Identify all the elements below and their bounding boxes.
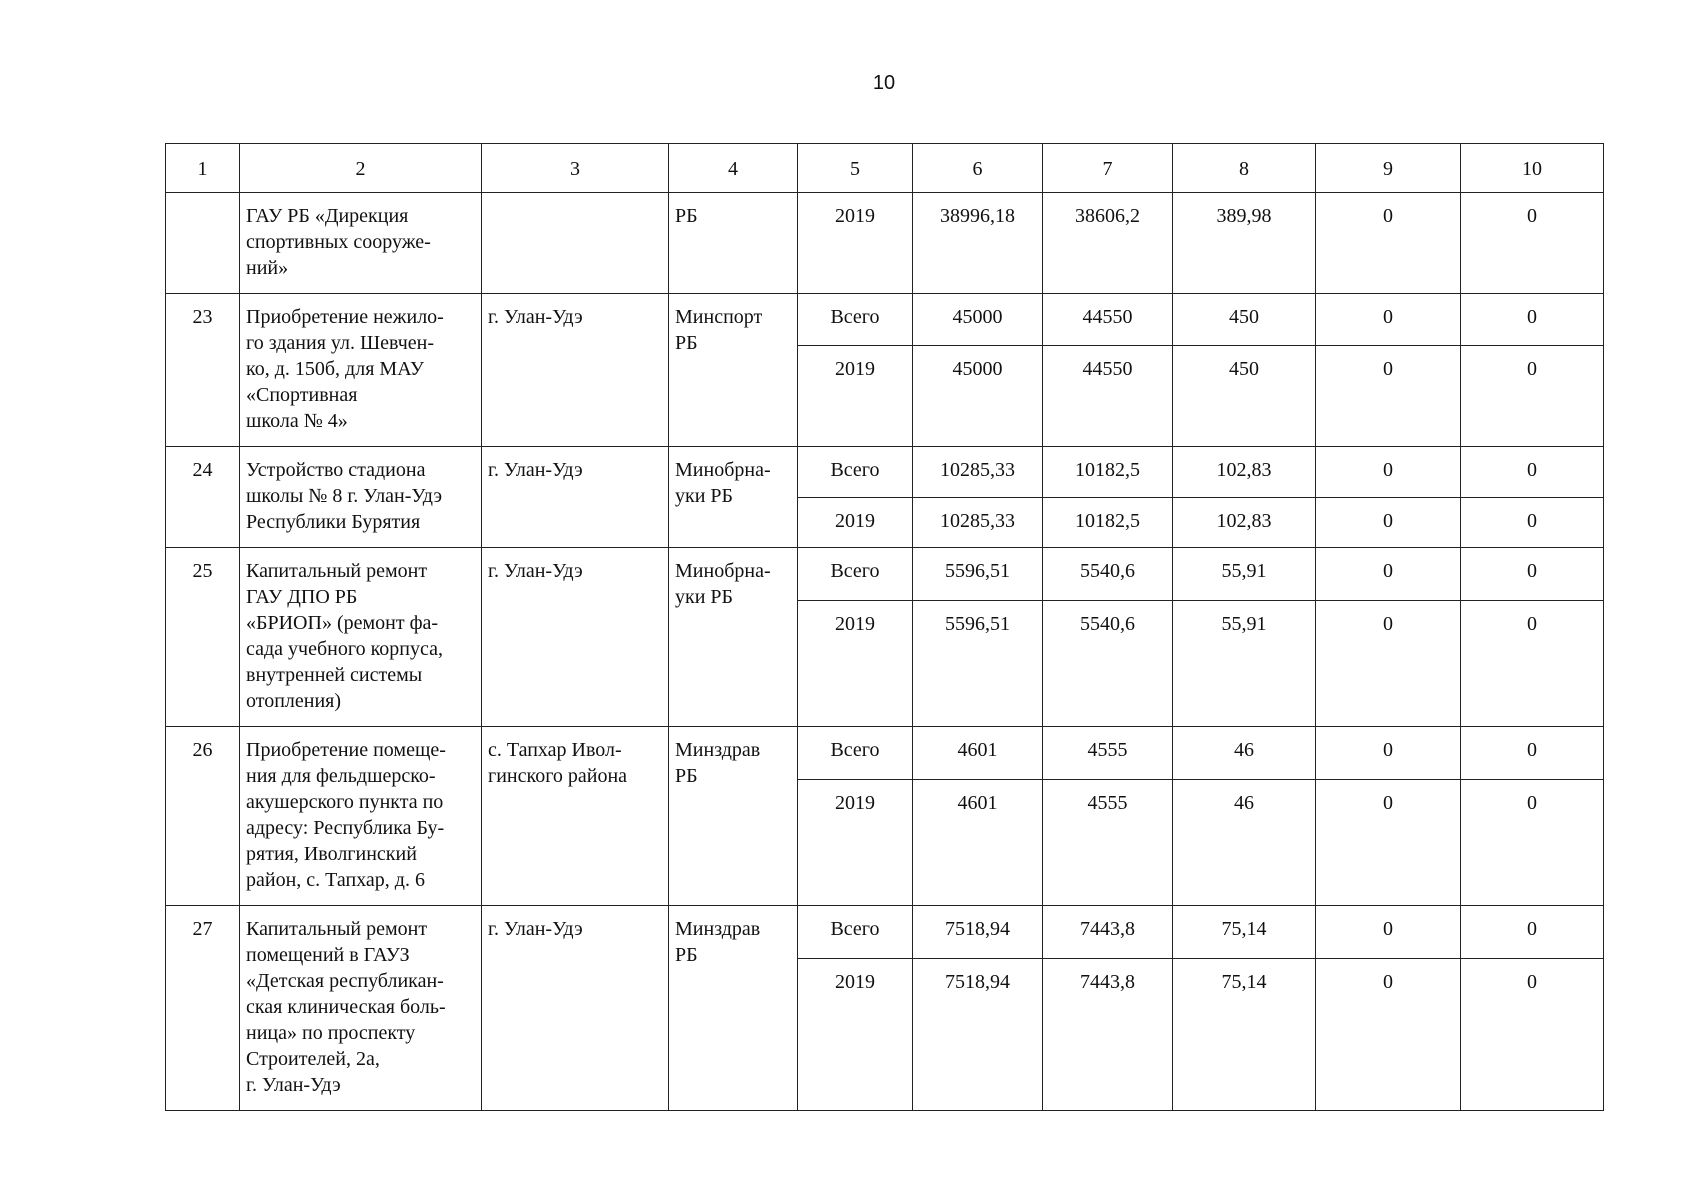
table-row bbox=[166, 447, 1604, 498]
value-cell: 75,14 bbox=[1173, 958, 1316, 1110]
value-cell: 0 bbox=[1461, 548, 1604, 601]
column-number: 9 bbox=[1316, 144, 1461, 193]
value-cell: 10285,33 bbox=[913, 497, 1043, 548]
period-cell: Всего bbox=[798, 294, 913, 346]
value-cell: 0 bbox=[1461, 906, 1604, 959]
value-cell: 44550 bbox=[1043, 346, 1173, 447]
period-cell: Всего bbox=[798, 906, 913, 959]
table-row bbox=[166, 548, 1604, 601]
object-location: г. Улан-Удэ bbox=[482, 906, 669, 1111]
period-cell: 2019 bbox=[798, 600, 913, 726]
object-location: с. Тапхар Ивол- гинского района bbox=[482, 727, 669, 906]
table-row bbox=[166, 727, 1604, 780]
value-cell: 4601 bbox=[913, 727, 1043, 780]
period-cell: 2019 bbox=[798, 193, 913, 294]
column-number: 6 bbox=[913, 144, 1043, 193]
value-cell: 75,14 bbox=[1173, 906, 1316, 959]
row-number: 25 bbox=[166, 548, 240, 727]
column-number: 8 bbox=[1173, 144, 1316, 193]
period-cell: 2019 bbox=[798, 958, 913, 1110]
value-cell: 0 bbox=[1316, 958, 1461, 1110]
object-name: Капитальный ремонт ГАУ ДПО РБ «БРИОП» (ремонт фа- сада учебного корпуса, внутренней системы отопления) bbox=[240, 548, 482, 727]
value-cell: 38996,18 bbox=[913, 193, 1043, 294]
period-cell: Всего bbox=[798, 548, 913, 601]
responsible-agency: Минздрав РБ bbox=[669, 727, 798, 906]
value-cell: 102,83 bbox=[1173, 497, 1316, 548]
period-cell: 2019 bbox=[798, 779, 913, 905]
value-cell: 7443,8 bbox=[1043, 906, 1173, 959]
value-cell: 10285,33 bbox=[913, 447, 1043, 498]
period-cell: Всего bbox=[798, 447, 913, 498]
value-cell: 450 bbox=[1173, 294, 1316, 346]
value-cell: 7518,94 bbox=[913, 906, 1043, 959]
column-number: 3 bbox=[482, 144, 669, 193]
value-cell: 102,83 bbox=[1173, 447, 1316, 498]
value-cell: 0 bbox=[1316, 497, 1461, 548]
row-number: 26 bbox=[166, 727, 240, 906]
value-cell: 389,98 bbox=[1173, 193, 1316, 294]
value-cell: 0 bbox=[1316, 294, 1461, 346]
value-cell: 55,91 bbox=[1173, 600, 1316, 726]
value-cell: 0 bbox=[1461, 447, 1604, 498]
object-location bbox=[482, 193, 669, 294]
table-row bbox=[166, 193, 1604, 294]
row-number bbox=[166, 193, 240, 294]
value-cell: 38606,2 bbox=[1043, 193, 1173, 294]
value-cell: 7443,8 bbox=[1043, 958, 1173, 1110]
value-cell: 0 bbox=[1461, 346, 1604, 447]
row-number: 24 bbox=[166, 447, 240, 548]
responsible-agency: Минздрав РБ bbox=[669, 906, 798, 1111]
period-cell: 2019 bbox=[798, 346, 913, 447]
column-number: 1 bbox=[166, 144, 240, 193]
column-number: 7 bbox=[1043, 144, 1173, 193]
value-cell: 5540,6 bbox=[1043, 548, 1173, 601]
value-cell: 0 bbox=[1316, 906, 1461, 959]
object-name: Капитальный ремонт помещений в ГАУЗ «Детская республикан- ская клиническая боль- ница» по проспекту Строителей, 2а, г. Улан-Удэ bbox=[240, 906, 482, 1111]
value-cell: 0 bbox=[1461, 294, 1604, 346]
table-body bbox=[166, 144, 1604, 1111]
object-name: Приобретение помеще- ния для фельдшерско- акушерского пункта по адресу: Республика Бу- рятия, Иволгинский район, с. Тапхар, д. 6 bbox=[240, 727, 482, 906]
column-number: 10 bbox=[1461, 144, 1604, 193]
page-number: 10 bbox=[872, 72, 896, 94]
value-cell: 55,91 bbox=[1173, 548, 1316, 601]
value-cell: 5596,51 bbox=[913, 600, 1043, 726]
value-cell: 0 bbox=[1316, 447, 1461, 498]
value-cell: 0 bbox=[1461, 727, 1604, 780]
value-cell: 7518,94 bbox=[913, 958, 1043, 1110]
value-cell: 0 bbox=[1316, 548, 1461, 601]
program-table bbox=[165, 143, 1604, 1111]
value-cell: 0 bbox=[1461, 600, 1604, 726]
column-number-row bbox=[166, 144, 1604, 193]
column-number: 2 bbox=[240, 144, 482, 193]
period-cell: 2019 bbox=[798, 497, 913, 548]
value-cell: 0 bbox=[1316, 727, 1461, 780]
period-cell: Всего bbox=[798, 727, 913, 780]
value-cell: 10182,5 bbox=[1043, 447, 1173, 498]
object-name: Устройство стадиона школы № 8 г. Улан-Удэ Республики Бурятия bbox=[240, 447, 482, 548]
table-row bbox=[166, 294, 1604, 346]
value-cell: 44550 bbox=[1043, 294, 1173, 346]
value-cell: 0 bbox=[1316, 346, 1461, 447]
responsible-agency: Минспорт РБ bbox=[669, 294, 798, 447]
value-cell: 0 bbox=[1461, 958, 1604, 1110]
value-cell: 0 bbox=[1461, 497, 1604, 548]
column-number: 5 bbox=[798, 144, 913, 193]
value-cell: 46 bbox=[1173, 727, 1316, 780]
value-cell: 0 bbox=[1461, 779, 1604, 905]
value-cell: 45000 bbox=[913, 294, 1043, 346]
value-cell: 5596,51 bbox=[913, 548, 1043, 601]
object-location: г. Улан-Удэ bbox=[482, 548, 669, 727]
column-number: 4 bbox=[669, 144, 798, 193]
value-cell: 46 bbox=[1173, 779, 1316, 905]
value-cell: 4555 bbox=[1043, 779, 1173, 905]
value-cell: 0 bbox=[1316, 193, 1461, 294]
value-cell: 0 bbox=[1316, 779, 1461, 905]
object-name: ГАУ РБ «Дирекция спортивных сооруже- ний» bbox=[240, 193, 482, 294]
value-cell: 0 bbox=[1461, 193, 1604, 294]
value-cell: 5540,6 bbox=[1043, 600, 1173, 726]
value-cell: 10182,5 bbox=[1043, 497, 1173, 548]
table-row bbox=[166, 906, 1604, 959]
value-cell: 4601 bbox=[913, 779, 1043, 905]
object-name: Приобретение нежило- го здания ул. Шевчен- ко, д. 150б, для МАУ «Спортивная школа № 4» bbox=[240, 294, 482, 447]
responsible-agency: РБ bbox=[669, 193, 798, 294]
responsible-agency: Минобрна- уки РБ bbox=[669, 548, 798, 727]
object-location: г. Улан-Удэ bbox=[482, 447, 669, 548]
value-cell: 45000 bbox=[913, 346, 1043, 447]
value-cell: 450 bbox=[1173, 346, 1316, 447]
row-number: 23 bbox=[166, 294, 240, 447]
value-cell: 0 bbox=[1316, 600, 1461, 726]
responsible-agency: Минобрна- уки РБ bbox=[669, 447, 798, 548]
value-cell: 4555 bbox=[1043, 727, 1173, 780]
object-location: г. Улан-Удэ bbox=[482, 294, 669, 447]
row-number: 27 bbox=[166, 906, 240, 1111]
